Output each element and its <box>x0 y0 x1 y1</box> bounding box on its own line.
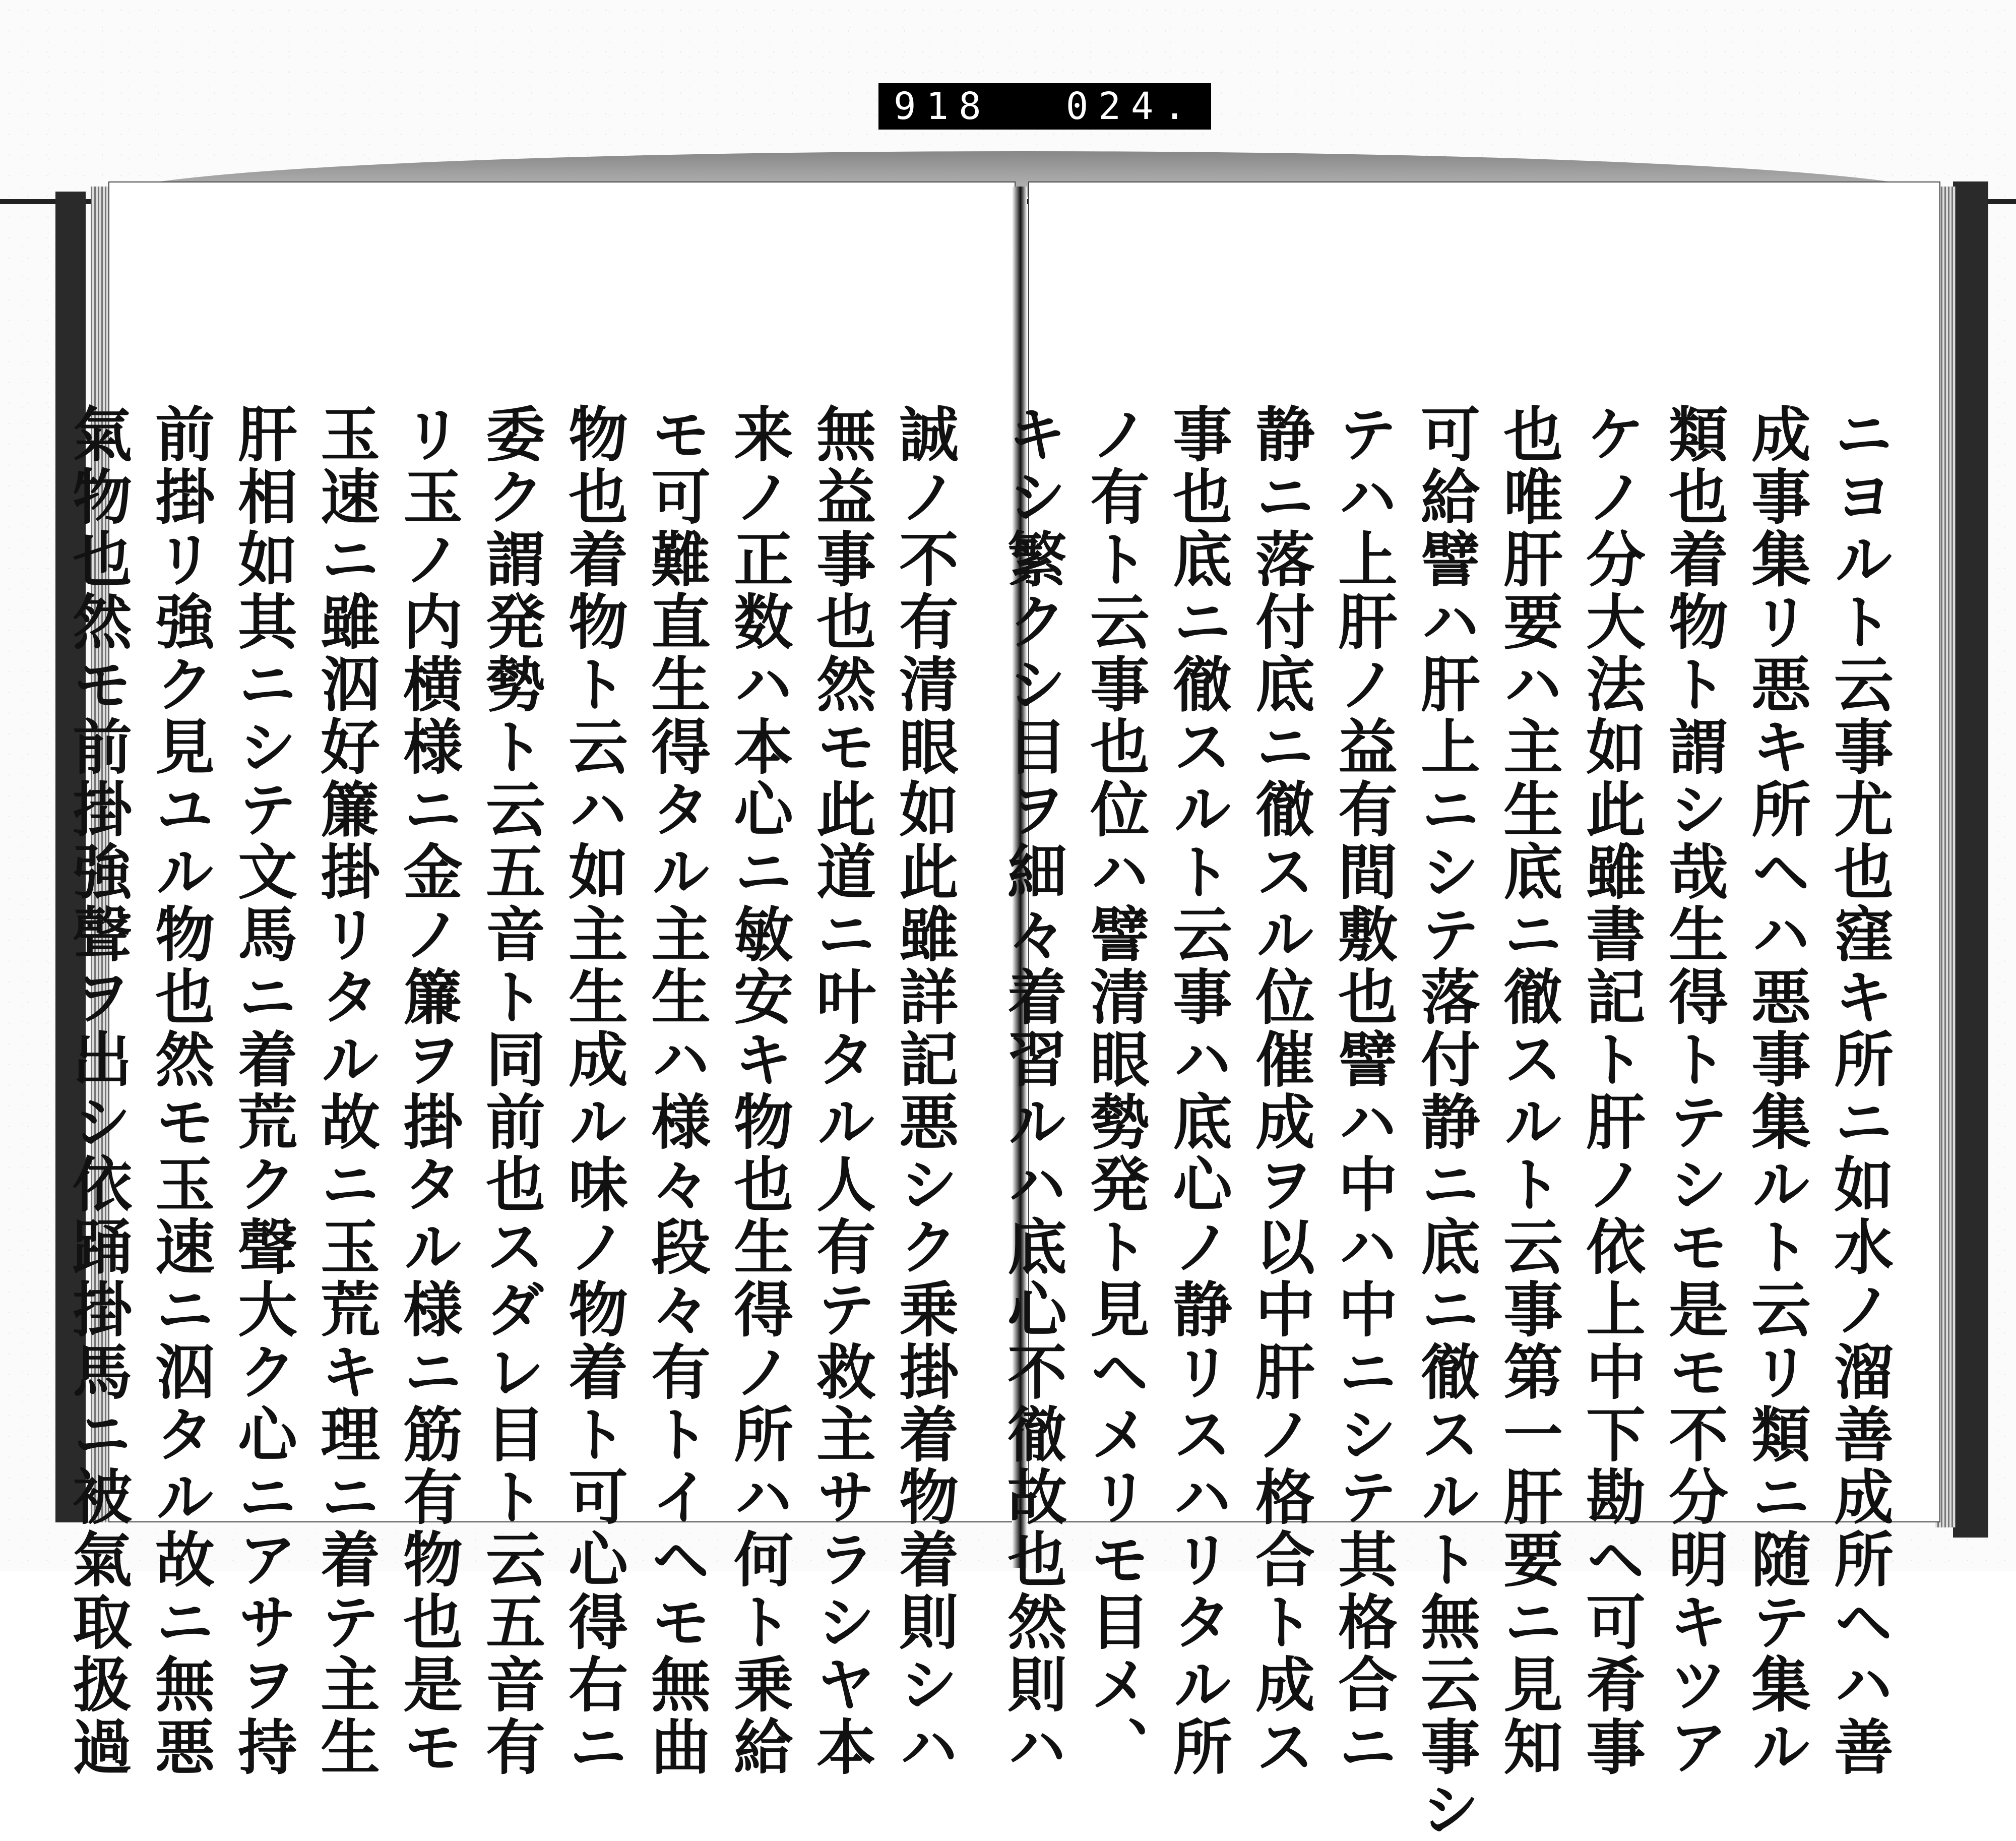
right-column-2: 成事集リ悪キ所ヘハ悪事集ルト云リ類ニ随テ集ル <box>1741 403 1811 1778</box>
left-column-11: 氣物也然モ前掛強聲ヲ出シ依踊掛馬ニ被氣取扱過 <box>62 403 133 1778</box>
left-column-8: 玉速ニ雖泅好簾掛リタル故ニ玉荒キ理ニ着テ主生 <box>310 403 381 1778</box>
left-column-4: モ可難直生得タル主生ハ様々段々有トイヘモ無曲 <box>641 403 711 1778</box>
right-column-10: ノ有ト云事也位ハ譬清眼勢発ト見ヘメリモ目メ、 <box>1080 403 1150 1778</box>
right-column-11: キシ繁クシ目ヲ細々着習ルハ底心不徹故也然則ハ <box>997 403 1067 1778</box>
right-column-8: 静ニ落付底ニ徹スル位催成ヲ以中肝ノ格合ト成ス <box>1245 403 1315 1778</box>
right-column-6: 可給譬ハ肝上ニシテ落付静ニ底ニ徹スルト無云事シ <box>1411 403 1481 1841</box>
right-column-1: ニヨルト云事尤也窪キ所ニ如水ノ溜善成所ヘハ善 <box>1824 403 1894 1778</box>
archive-label-strip <box>878 83 1211 130</box>
right-page-text <box>997 403 1900 1841</box>
left-column-5: 物也着物ト云ハ如主生成ル味ノ物着ト可心得右ニ <box>558 403 628 1778</box>
left-column-6: 委ク謂発勢ト云五音ト同前也スダレ目ト云五音有 <box>476 403 546 1778</box>
left-column-3: 来ノ正数ハ本心ニ敏安キ物也生得ノ所ハ何ト乗給 <box>724 403 794 1778</box>
left-column-1: 誠ノ不有清眼如此雖詳記悪シク乗掛着物着則シハ <box>889 403 959 1778</box>
cover-edge-right <box>1953 181 1988 1538</box>
right-column-5: 也唯肝要ハ主生底ニ徹スルト云事第一肝要ニ見知 <box>1493 403 1563 1778</box>
right-column-3: 類也着物ト謂シ哉生得トテシモ是モ不分明キツア <box>1659 403 1729 1778</box>
archive-label-left: 918 <box>894 85 991 128</box>
right-column-9: 事也底ニ徹スルト云事ハ底心ノ静リスハリタル所 <box>1163 403 1233 1778</box>
right-column-4: ケノ分大法如此雖書記ト肝ノ依上中下勘ヘ可肴事 <box>1576 403 1646 1778</box>
right-column-7: テハ上肝ノ益有間敷也譬ハ中ハ中ニシテ其格合ニ <box>1328 403 1398 1778</box>
left-page-text <box>62 403 965 1778</box>
left-column-2: 無益事也然モ此道ニ叶タル人有テ救主サラシヤ本 <box>806 403 876 1778</box>
archive-label-right: 024. <box>1065 85 1196 128</box>
left-column-10: 前掛リ強ク見ユル物也然モ玉速ニ泅タル故ニ無悪 <box>145 403 215 1778</box>
left-column-9: 肝相如其ニシテ文馬ニ着荒ク聲大ク心ニアサヲ持 <box>228 403 298 1778</box>
left-column-7: リ玉ノ内横様ニ金ノ簾ヲ掛タル様ニ筋有物也是モ <box>393 403 463 1778</box>
